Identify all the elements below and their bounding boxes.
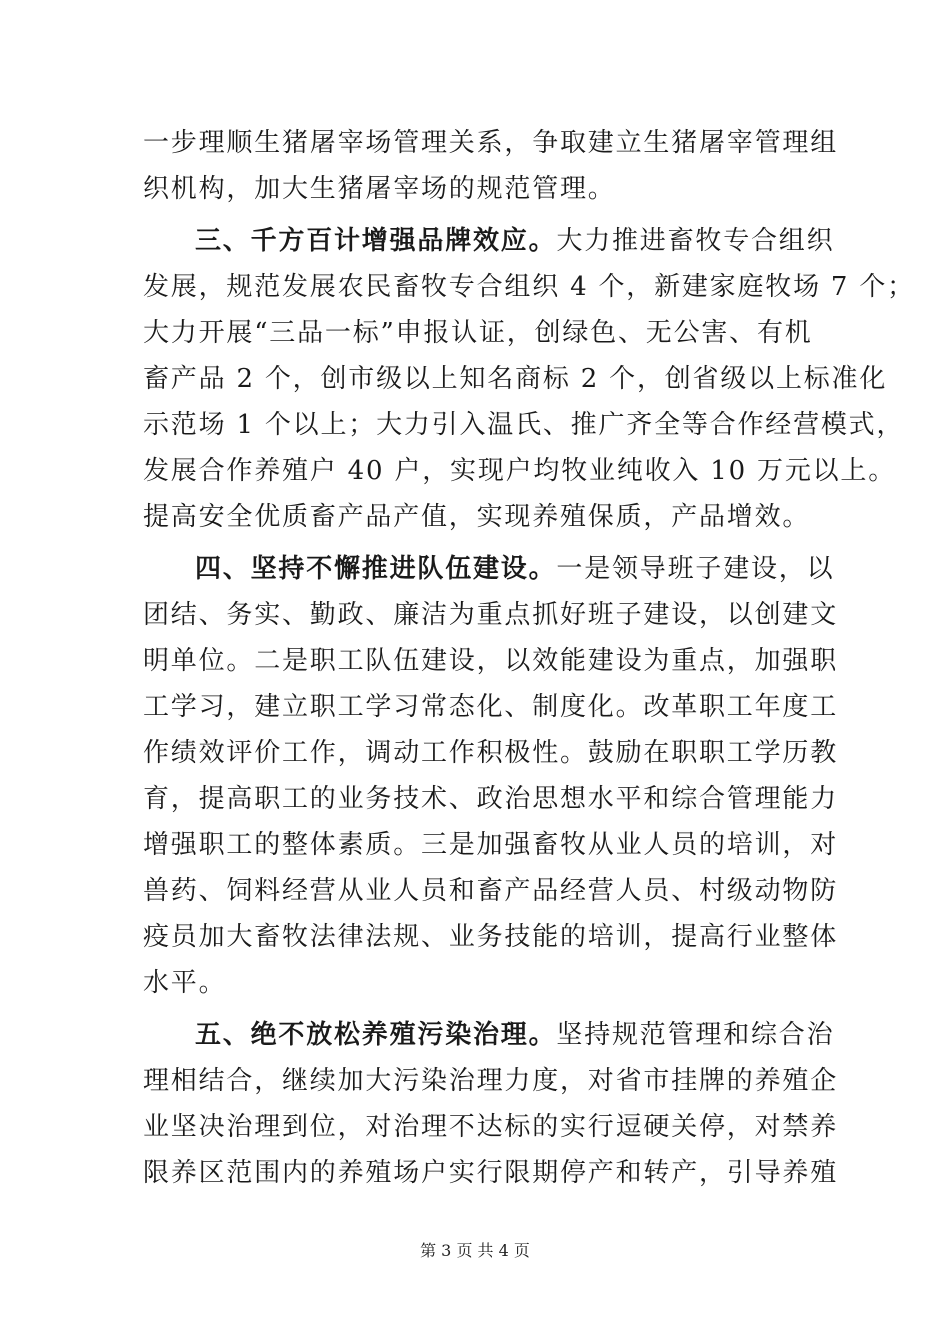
section-heading: 四、坚持不懈推进队伍建设。 — [195, 554, 557, 584]
text-line: 织机构，加大生猪屠宰场的规范管理。 — [143, 174, 616, 204]
text-line: 增强职工的整体素质。三是加强畜牧从业人员的培训，对 — [143, 830, 839, 860]
text-line: 提高安全优质畜产品产值，实现养殖保质，产品增效。 — [143, 502, 811, 532]
text-line — [143, 546, 833, 592]
text-line: 工学习，建立职工学习常态化、制度化。改革职工年度工 — [143, 692, 839, 722]
text-run: 大力推进畜牧专合组织 — [556, 226, 835, 256]
text-line — [143, 218, 833, 264]
page-number-footer: 第 3 页 共 4 页 — [420, 1241, 530, 1260]
text-line: 限养区范围内的养殖场户实行限期停产和转产，引导养殖 — [143, 1158, 839, 1188]
section-heading: 五、绝不放松养殖污染治理。 — [195, 1020, 557, 1050]
text-line: 发展，规范发展农民畜牧专合组织 4 个，新建家庭牧场 7 个； — [143, 272, 915, 302]
text-run: 坚持规范管理和综合治 — [556, 1020, 835, 1050]
text-run: 一是领导班子建设，以 — [556, 554, 835, 584]
text-line: 兽药、饲料经营从业人员和畜产品经营人员、村级动物防 — [143, 876, 839, 906]
text-line: 发展合作养殖户 40 户，实现户均牧业纯收入 10 万元以上。 — [143, 456, 897, 486]
paragraph — [143, 218, 915, 540]
document-body — [143, 120, 915, 1196]
text-line: 示范场 1 个以上；大力引入温氏、推广齐全等合作经营模式， — [143, 410, 905, 440]
text-line: 团结、务实、勤政、廉洁为重点抓好班子建设，以创建文 — [143, 600, 839, 630]
text-line — [143, 1012, 833, 1058]
text-line: 明单位。二是职工队伍建设，以效能建设为重点，加强职 — [143, 646, 839, 676]
text-line: 畜产品 2 个，创市级以上知名商标 2 个，创省级以上标准化 — [143, 364, 888, 394]
paragraph — [143, 546, 839, 1006]
text-line: 作绩效评价工作，调动工作积极性。鼓励在职职工学历教 — [143, 738, 839, 768]
section-heading: 三、千方百计增强品牌效应。 — [195, 226, 557, 256]
paragraph — [143, 120, 839, 212]
text-line: 理相结合，继续加大污染治理力度，对省市挂牌的养殖企 — [143, 1066, 839, 1096]
text-line: 水平。 — [143, 968, 227, 998]
text-line: 一步理顺生猪屠宰场管理关系，争取建立生猪屠宰管理组 — [143, 128, 839, 158]
text-line: 疫员加大畜牧法律法规、业务技能的培训，提高行业整体 — [143, 922, 839, 952]
text-line: 育，提高职工的业务技术、政治思想水平和综合管理能力 — [143, 784, 839, 814]
text-line: 大力开展“三品一标”申报认证，创绿色、无公害、有机 — [143, 318, 813, 348]
paragraph — [143, 1012, 839, 1196]
text-line: 业坚决治理到位，对治理不达标的实行逗硬关停，对禁养 — [143, 1112, 839, 1142]
